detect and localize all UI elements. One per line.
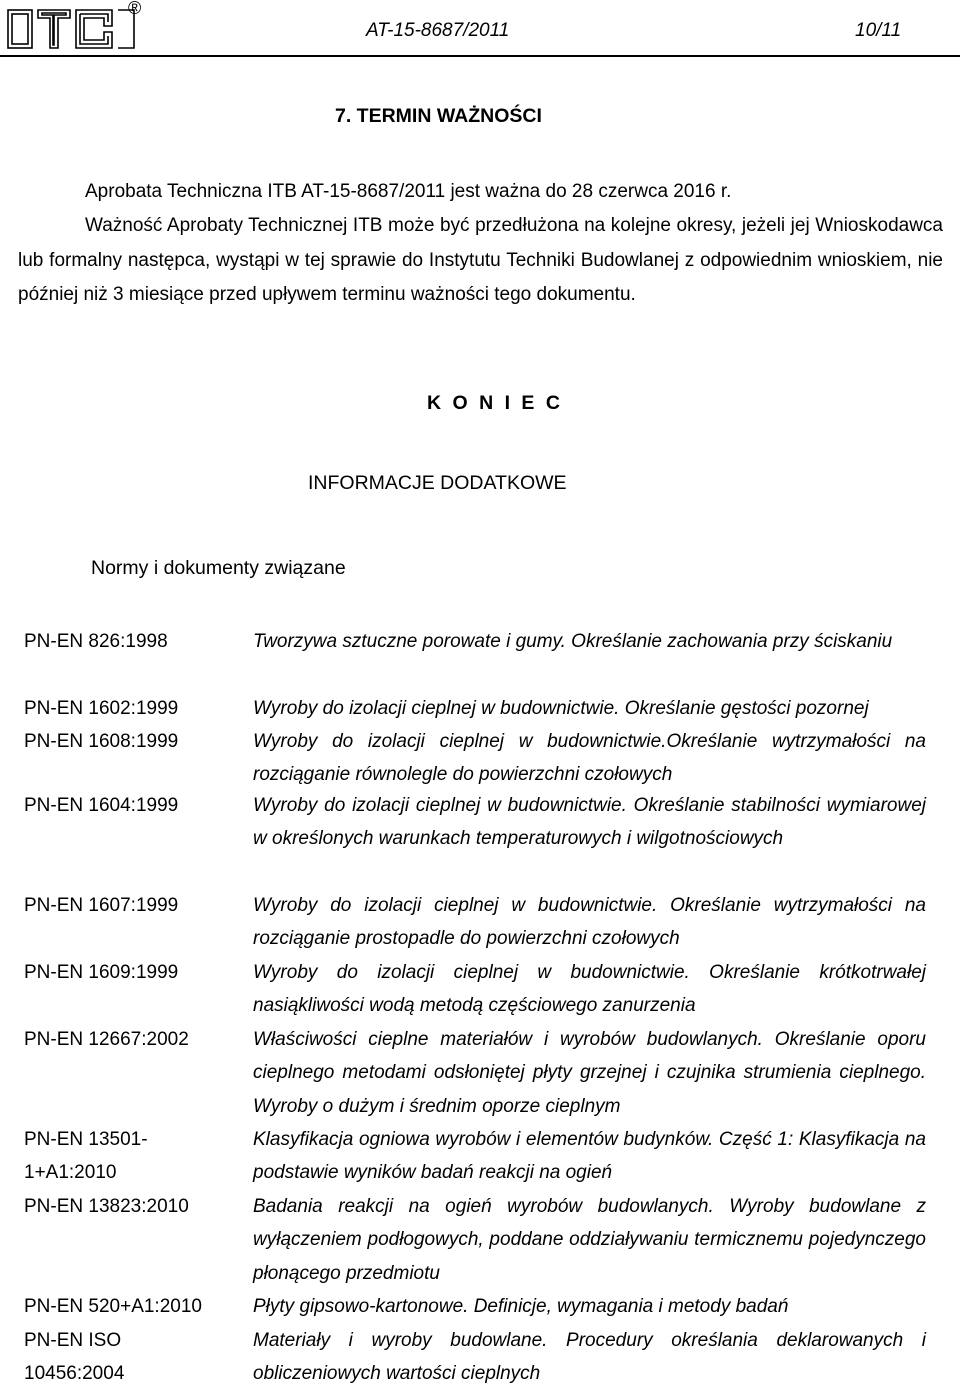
norm-code: PN-EN ISO 10456:2004: [24, 1330, 125, 1385]
end-marker: K O N I E C: [427, 392, 563, 414]
norm-title: Wyroby do izolacji cieplnej w budownictwie. Określanie gęstości pozornej: [253, 698, 869, 719]
norm-title: Tworzywa sztuczne porowate i gumy. Określanie zachowania przy ściskaniu: [253, 631, 893, 652]
norm-title: Materiały i wyroby budowlane. Procedury określania deklarowanych i obliczeniowych wartości cieplnych: [253, 1330, 926, 1385]
norm-code: PN-EN 12667:2002: [24, 1029, 189, 1050]
norm-code: PN-EN 13501-1+A1:2010: [24, 1129, 148, 1184]
section-title: 7. TERMIN WAŻNOŚCI: [335, 105, 542, 127]
norm-title: Wyroby do izolacji cieplnej w budownictwie. Określanie stabilności wymiarowej w określonych warunkach temperaturowych i wilgotnościowych: [253, 795, 926, 850]
header-divider: [0, 55, 960, 57]
validity-paragraph: [18, 175, 943, 312]
norm-code: PN-EN 1602:1999: [24, 698, 179, 719]
norm-title: Płyty gipsowo-kartonowe. Definicje, wymagania i metody badań: [253, 1296, 789, 1317]
norm-code: PN-EN 1604:1999: [24, 795, 179, 816]
norms-heading: Normy i dokumenty związane: [91, 557, 346, 579]
norm-code: PN-EN 1607:1999: [24, 895, 179, 916]
norm-title: Właściwości cieplne materiałów i wyrobów budowlanych. Określanie oporu cieplnego metodami odsłoniętej płyty grzejnej i czujnika strumienia cieplnego. Wyroby o dużym i średnim oporze cieplnym: [253, 1029, 926, 1117]
page-number: 10/11: [855, 20, 902, 41]
norm-title: Wyroby do izolacji cieplnej w budownictwie.Określanie wytrzymałości na rozciąganie równolegle do powierzchni czołowych: [253, 731, 926, 786]
page-header: [0, 0, 960, 56]
norm-title: Wyroby do izolacji cieplnej w budownictwie. Określanie wytrzymałości na rozciąganie prostopadle do powierzchni czołowych: [253, 895, 926, 950]
norm-code: PN-EN 1609:1999: [24, 962, 179, 983]
document-code: AT-15-8687/2011: [366, 20, 510, 41]
itb-logo: [6, 4, 142, 50]
norm-code: PN-EN 520+A1:2010: [24, 1296, 202, 1317]
norm-code: PN-EN 13823:2010: [24, 1196, 189, 1217]
norm-code: PN-EN 826:1998: [24, 631, 168, 652]
norm-code: PN-EN 1608:1999: [24, 731, 179, 752]
registered-mark: ®: [128, 0, 142, 18]
norm-title: Wyroby do izolacji cieplnej w budownictwie. Określanie krótkotrwałej nasiąkliwości wodą metodą częściowego zanurzenia: [253, 962, 926, 1017]
validity-line-2: Ważność Aprobaty Technicznej ITB może być przedłużona na kolejne okresy, jeżeli jej Wnioskodawca lub formalny następca, wystąpi w tej sprawie do Instytutu Techniki Budowlanej z odpowiednim wnioskiem, nie później niż 3 miesiące przed upływem terminu ważności tego dokumentu.: [18, 215, 943, 305]
norm-title: Klasyfikacja ogniowa wyrobów i elementów budynków. Część 1: Klasyfikacja na podstawie wyników badań reakcji na ogień: [253, 1129, 926, 1184]
additional-info-heading: INFORMACJE DODATKOWE: [308, 472, 567, 494]
validity-line-1: Aprobata Techniczna ITB AT-15-8687/2011 jest ważna do 28 czerwca 2016 r.: [85, 181, 732, 202]
norm-title: Badania reakcji na ogień wyrobów budowlanych. Wyroby budowlane z wyłączeniem podłogowych, poddane oddziaływaniu termicznemu pojedynczego płonącego przedmiotu: [253, 1196, 926, 1284]
